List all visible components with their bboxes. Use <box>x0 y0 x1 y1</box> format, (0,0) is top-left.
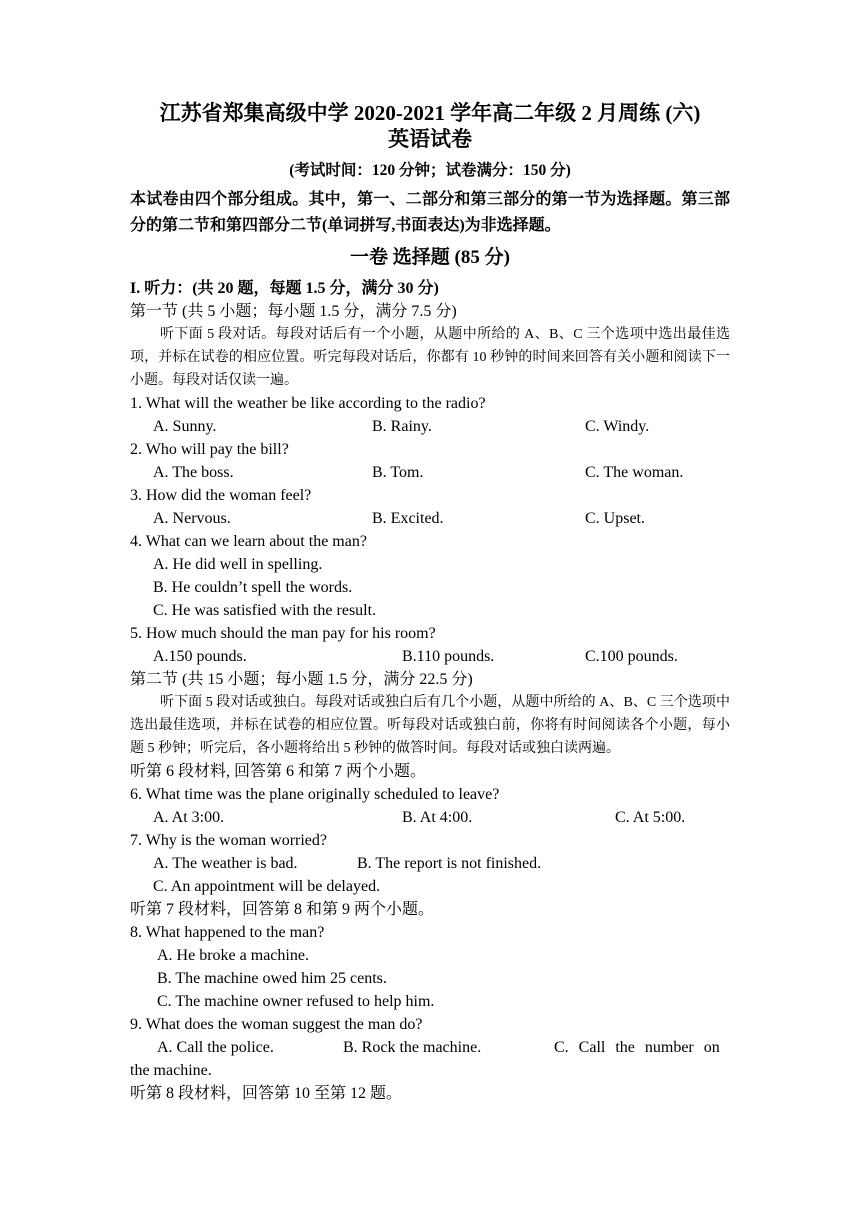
option-c[interactable]: C. Upset. <box>585 510 645 527</box>
question-6: 6. What time was the plane originally scheduled to leave? <box>130 786 500 803</box>
option-c[interactable]: C. The machine owner refused to help him. <box>157 993 435 1010</box>
option-c[interactable]: C. An appointment will be delayed. <box>153 878 381 895</box>
option-a[interactable]: A. At 3:00. <box>153 809 225 826</box>
exam-intro: 本试卷由四个部分组成。其中，第一、二部分和第三部分的第一节为选择题。第三部分的第二节和第四部分二节(单词拼写,书面表达)为非选择题。 <box>130 191 730 234</box>
option-a[interactable]: A. Call the police. <box>157 1039 274 1056</box>
option-b[interactable]: B. Rainy. <box>372 418 432 435</box>
option-c[interactable]: C. Call the number on <box>554 1039 720 1056</box>
option-a[interactable]: A. The boss. <box>153 464 234 481</box>
option-c[interactable]: C.100 pounds. <box>585 648 678 665</box>
option-a[interactable]: A. Nervous. <box>153 510 231 527</box>
material-6-note: 听第 6 段材料, 回答第 6 和第 7 两个小题。 <box>130 763 427 780</box>
material-7-note: 听第 7 段材料，回答第 8 和第 9 两个小题。 <box>130 901 435 918</box>
question-9: 9. What does the woman suggest the man do? <box>130 1016 423 1033</box>
option-c[interactable]: C. He was satisfied with the result. <box>153 602 377 619</box>
option-c-continued: the machine. <box>130 1062 212 1079</box>
question-3-options <box>130 507 730 530</box>
material-8-note: 听第 8 段材料，回答第 10 至第 12 题。 <box>130 1085 403 1102</box>
option-c[interactable]: C. At 5:00. <box>615 809 686 826</box>
option-b[interactable]: B. At 4:00. <box>402 809 473 826</box>
exam-title-line1: 江苏省郑集高级中学 2020-2021 学年高二年级 2 月周练 (六) <box>159 101 701 125</box>
option-b[interactable]: B. Tom. <box>372 464 424 481</box>
question-2: 2. Who will pay the bill? <box>130 441 289 458</box>
question-5: 5. How much should the man pay for his room? <box>130 625 436 642</box>
question-8: 8. What happened to the man? <box>130 924 325 941</box>
question-7: 7. Why is the woman worried? <box>130 832 327 849</box>
question-3: 3. How did the woman feel? <box>130 487 312 504</box>
volume-title: 一卷 选择题 (85 分) <box>350 247 510 268</box>
section1-heading: 第一节 (共 5 小题；每小题 1.5 分，满分 7.5 分) <box>130 303 457 320</box>
exam-title-line2: 英语试卷 <box>388 127 472 151</box>
part1-heading: I. 听力：(共 20 题，每题 1.5 分，满分 30 分) <box>130 280 439 297</box>
option-b[interactable]: B.110 pounds. <box>402 648 495 665</box>
question-6-options <box>130 806 730 829</box>
question-5-options <box>130 645 730 668</box>
question-1: 1. What will the weather be like according to the radio? <box>130 395 486 412</box>
section2-heading: 第二节 (共 15 小题；每小题 1.5 分，满分 22.5 分) <box>130 671 473 688</box>
exam-time-note: (考试时间：120 分钟；试卷满分：150 分) <box>289 162 571 179</box>
option-c[interactable]: C. Windy. <box>585 418 650 435</box>
option-b[interactable]: B. He couldn’t spell the words. <box>153 579 353 596</box>
option-a[interactable]: A.150 pounds. <box>153 648 247 665</box>
option-c[interactable]: C. The woman. <box>585 464 684 481</box>
question-7-options <box>130 852 730 875</box>
question-4: 4. What can we learn about the man? <box>130 533 367 550</box>
option-b[interactable]: B. Rock the machine. <box>343 1039 482 1056</box>
option-a[interactable]: A. He broke a machine. <box>157 947 309 964</box>
option-b[interactable]: B. Excited. <box>372 510 444 527</box>
section2-instructions: 听下面 5 段对话或独白。每段对话或独白后有几个小题，从题中所给的 A、B、C 三个选项中选出最佳选项，并标在试卷的相应位置。听每段对话或独白前，你将有时间阅读各个小题，每小题 5 秒钟；听完后，各小题将给出 5 秒钟的做答时间。每段对话或独白读两遍。 <box>130 695 730 756</box>
exam-page <box>130 100 730 1105</box>
option-a[interactable]: A. The weather is bad. <box>153 855 298 872</box>
option-b[interactable]: B. The machine owed him 25 cents. <box>157 970 387 987</box>
question-9-options <box>130 1036 730 1059</box>
question-1-options <box>130 415 730 438</box>
question-2-options <box>130 461 730 484</box>
option-a[interactable]: A. Sunny. <box>153 418 217 435</box>
option-a[interactable]: A. He did well in spelling. <box>153 556 323 573</box>
option-b[interactable]: B. The report is not finished. <box>357 855 542 872</box>
section1-instructions: 听下面 5 段对话。每段对话后有一个小题，从题中所给的 A、B、C 三个选项中选出最佳选项，并标在试卷的相应位置。听完每段对话后，你都有 10 秒钟的时间来回答有关小题和阅读下一小题。每段对话仅读一遍。 <box>130 327 730 388</box>
